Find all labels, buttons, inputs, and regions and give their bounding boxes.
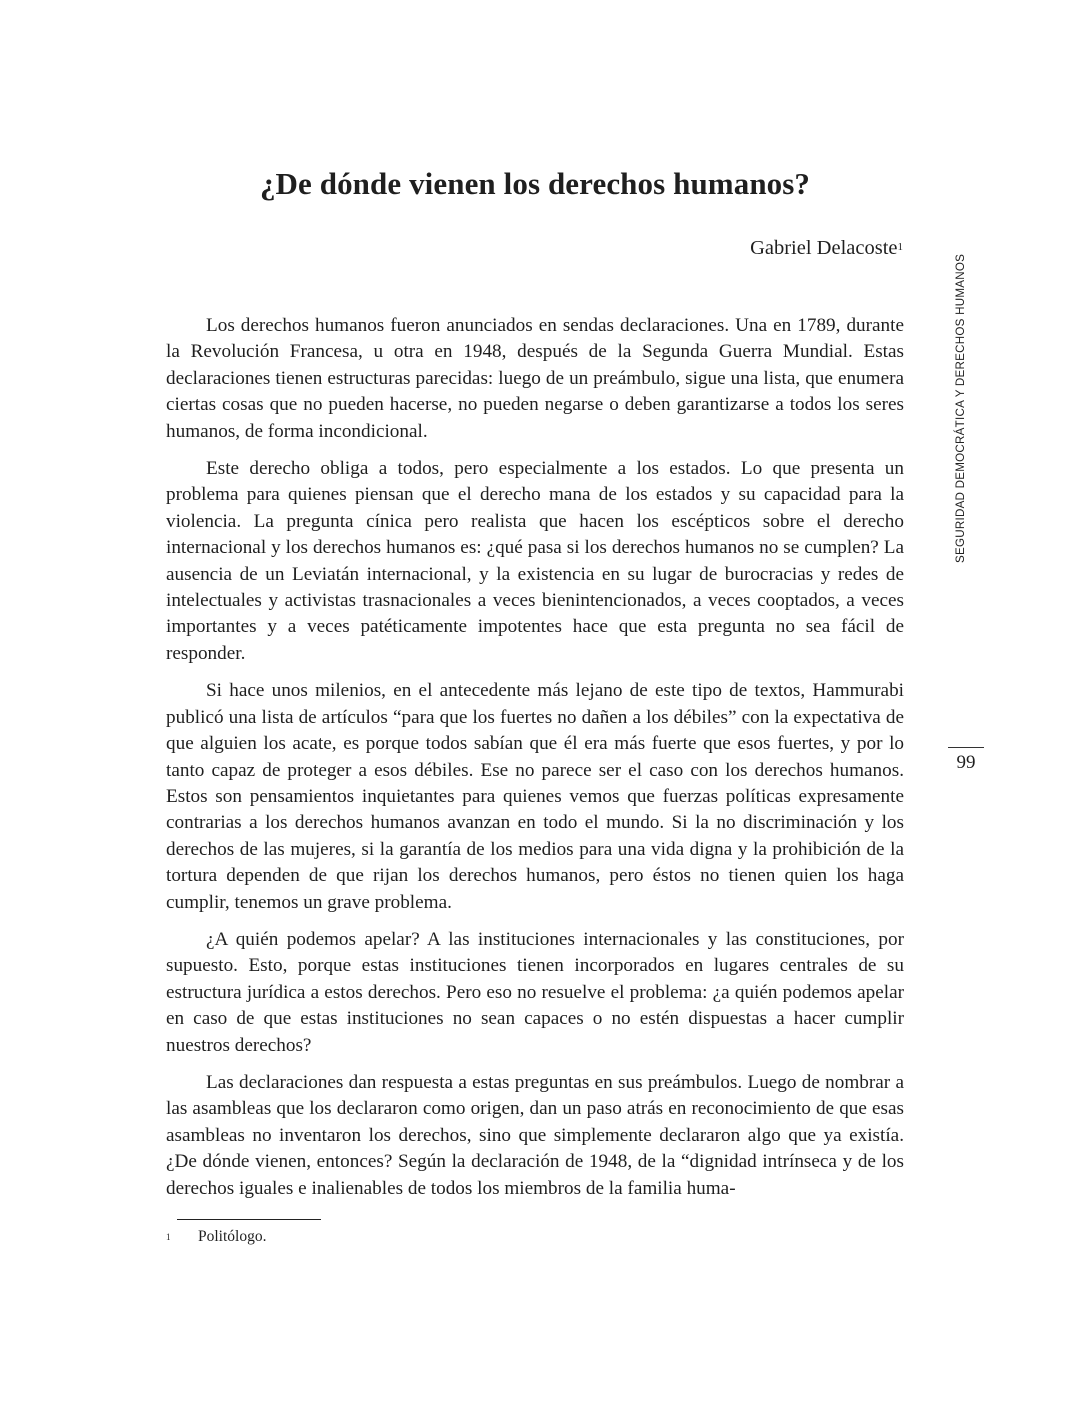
body-paragraph: Este derecho obliga a todos, pero especialmente a los estados. Lo que presenta un problema para quienes piensan que el derecho mana de los estados y su capacidad para la violencia. La pregunta cínica pero realista que hacen los escépticos sobre el derecho internacional y los derechos humanos es: ¿qué pasa si los derechos humanos no se cumplen? La ausencia de un Leviatán internacional, y la existencia en su lugar de burocracias y redes de intelectuales y activistas trasnacionales a veces bienintencionados, a veces cooptados, a veces importantes y a veces patéticamente impotentes hace que esta pregunta no sea fácil de responder. (166, 458, 904, 664)
running-header-text: SEGURIDAD DEMOCRÁTICA Y DERECHOS HUMANOS (954, 253, 967, 563)
author-name: Gabriel Delacoste (750, 237, 898, 259)
author-byline (750, 234, 903, 262)
footnote-marker: 1 (166, 1232, 171, 1242)
body-paragraph: Los derechos humanos fueron anunciados en sendas declaraciones. Una en 1789, durante la Revolución Francesa, u otra en 1948, después de la Segunda Guerra Mundial. Estas declaraciones tienen estructuras parecidas: luego de un preámbulo, sigue una lista, que enumera ciertas cosas que no pueden hacerse, no pueden negarse o deben garantizarse a todos los seres humanos, de forma incondicional. (166, 315, 904, 442)
page-title: ¿De dónde vienen los derechos humanos? (259, 166, 811, 201)
page-number: 99 (956, 752, 976, 773)
footnote (166, 1226, 266, 1248)
body-paragraph: ¿A quién podemos apelar? A las instituciones internacionales y las constituciones, por supuesto. Esto, porque estas instituciones tienen incorporados en lugares centrales de su estructura jurídica a estos derechos. Pero eso no resuelve el problema: ¿a quién podemos apelar en caso de que estas instituciones no sean capaces o no estén dispuestas a hacer cumplir nuestros derechos? (166, 928, 904, 1056)
page-number-rule (948, 747, 984, 748)
article-body (166, 313, 904, 1202)
footnote-text: Politólogo. (198, 1228, 267, 1245)
running-header (952, 245, 972, 563)
body-paragraph: Si hace unos milenios, en el antecedente más lejano de este tipo de textos, Hammurabi publicó una lista de artículos “para que los fuertes no dañen a los débiles” con la expectativa de que alguien los acate, es porque todos sabían que él era más fuerte que esos fuertes, y por lo tanto capaz de proteger a esos débiles. Ese no parece ser el caso con los derechos humanos. Estos son pensamientos inquietantes para quienes vemos que fuerzas políticas expresamente contrarias a los derechos humanos avanzan en todo el mundo. Si la no discriminación y los derechos de las mujeres, si la garantía de los medios para una vida digna y la prohibición de la tortura dependen de que rijan los derechos humanos, pero éstos no tienen quien los haga cumplir, tenemos un grave problema. (166, 680, 904, 913)
footnote-divider (177, 1219, 321, 1220)
body-paragraph: Las declaraciones dan respuesta a estas preguntas en sus preámbulos. Luego de nombrar a las asambleas que los declararon como origen, dan un paso atrás en reconocimiento de que esas asambleas no inventaron los derechos, sino que simplemente declararon algo que ya existía. ¿De dónde vienen, entonces? Según la declaración de 1948, de la “dignidad intrínseca y de los derechos iguales e inalienables de todos los miembros de la familia huma- (166, 1071, 904, 1199)
author-footnote-ref[interactable]: 1 (897, 241, 903, 253)
